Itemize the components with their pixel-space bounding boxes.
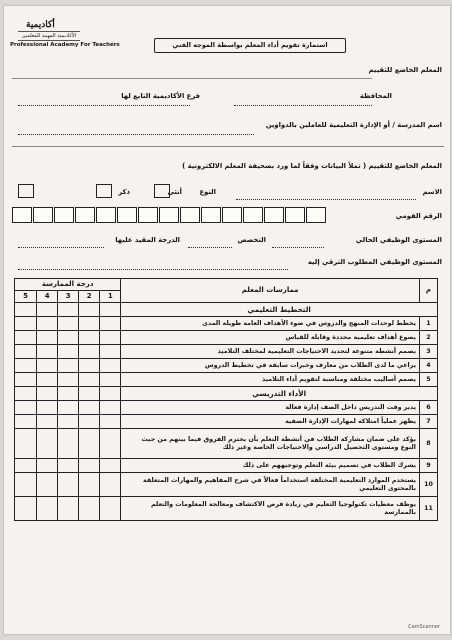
academy-branch-field[interactable] <box>18 104 190 106</box>
national-id-boxes[interactable] <box>12 207 326 223</box>
row-number: 1 <box>419 317 437 331</box>
name-label: الاسم <box>422 188 442 196</box>
row-number: 5 <box>419 373 437 387</box>
row-number: 9 <box>419 459 437 473</box>
table-row <box>15 345 438 359</box>
table-row <box>15 415 438 429</box>
rating-cell[interactable] <box>58 429 79 459</box>
rating-cell[interactable] <box>15 429 37 459</box>
digit-box[interactable] <box>75 207 95 223</box>
male-checkbox[interactable] <box>96 184 112 198</box>
practice-text: يشرك الطلاب في تصميم بيئة التعلم وتوجيههم على ذلك <box>121 459 420 473</box>
table-row <box>15 359 438 373</box>
specialty-field[interactable] <box>188 246 232 248</box>
male-label: ذكر <box>118 188 130 196</box>
rating-cell[interactable] <box>79 359 100 373</box>
practice-text: يؤكد على ضمان مشاركة الطلاب في أنشطة التعلم بأن يحترم الفروق فيما بينهم من حيث النوع ومستوى التحصيل الدراسي والاحتياجات الخاصة وغير ذلك <box>121 429 420 459</box>
rating-cell[interactable] <box>58 359 79 373</box>
digit-box[interactable] <box>159 207 179 223</box>
rating-cell[interactable] <box>58 415 79 429</box>
divider <box>12 78 372 79</box>
degree-field[interactable] <box>18 246 104 248</box>
female-label: أنثى <box>167 188 182 196</box>
rating-cell[interactable] <box>37 429 58 459</box>
rating-cell[interactable] <box>15 345 37 359</box>
rating-cell[interactable] <box>79 459 100 473</box>
table-row <box>15 429 438 459</box>
col-degree-header: درجة الممارسة <box>15 279 121 291</box>
rating-cell[interactable] <box>37 359 58 373</box>
rating-cell[interactable] <box>58 473 79 497</box>
digit-box[interactable] <box>243 207 263 223</box>
rating-cell[interactable] <box>79 415 100 429</box>
rating-cell[interactable] <box>100 473 121 497</box>
rating-cell[interactable] <box>100 359 121 373</box>
digit-box[interactable] <box>33 207 53 223</box>
row-number: 10 <box>419 473 437 497</box>
scanner-watermark: CamScanner <box>408 624 440 630</box>
rating-cell[interactable] <box>100 331 121 345</box>
rating-cell[interactable] <box>37 415 58 429</box>
rating-cell[interactable] <box>79 331 100 345</box>
digit-box[interactable] <box>12 207 32 223</box>
rating-cell[interactable] <box>37 317 58 331</box>
rating-cell[interactable] <box>37 345 58 359</box>
digit-box[interactable] <box>54 207 74 223</box>
national-id-label: الرقم القومي <box>395 212 442 220</box>
rating-cell[interactable] <box>37 401 58 415</box>
extra-checkbox[interactable] <box>18 184 34 198</box>
practice-text: يستخدم الموارد التعليمية المختلفة استخداماً فعالاً في شرح المفاهيم والمهارات المتعلقة بالمحتوى التعليمي <box>121 473 420 497</box>
rating-cell[interactable] <box>37 497 58 521</box>
rating-cell[interactable] <box>15 459 37 473</box>
practice-text: يظهر عملياً امتلاكه لمهارات الإدارة الصفية <box>121 415 420 429</box>
scale-1: 1 <box>100 291 121 303</box>
row-number: 3 <box>419 345 437 359</box>
row-number: 2 <box>419 331 437 345</box>
practice-text: يوظف معطيات تكنولوجيا التعليم في زيادة فرص الاكتشاف ومعالجة المعلومات والتعلم بالممارسة <box>121 497 420 521</box>
practice-text: يراعي ما لدى الطلاب من معارف وخبرات سابقة في تخطيط الدروس <box>121 359 420 373</box>
table-row <box>15 401 438 415</box>
table-row <box>15 497 438 521</box>
rating-cell[interactable] <box>100 345 121 359</box>
school-label: اسم المدرسة / أو الإدارة التعليمية للعاملين بالدواوين <box>265 121 442 129</box>
academy-logo: أكاديمية <box>26 20 55 30</box>
section1-heading: المعلم الخاضع للتقييم <box>368 66 442 74</box>
col-practice-header: ممارسات المعلم <box>121 279 420 303</box>
target-level-field[interactable] <box>18 268 288 270</box>
divider <box>12 146 444 147</box>
rating-cell[interactable] <box>37 331 58 345</box>
row-number: 8 <box>419 429 437 459</box>
practice-text: يصوغ أهداف تعليمية محددة وقابلة للقياس <box>121 331 420 345</box>
rating-cell[interactable] <box>37 473 58 497</box>
rating-cell[interactable] <box>15 473 37 497</box>
rating-cell[interactable] <box>58 459 79 473</box>
section-title-teaching: الأداء التدريسي <box>121 387 438 401</box>
rating-cell[interactable] <box>15 317 37 331</box>
current-level-field[interactable] <box>272 246 324 248</box>
rating-cell[interactable] <box>79 429 100 459</box>
rating-cell[interactable] <box>15 359 37 373</box>
scale-4: 4 <box>37 291 58 303</box>
rating-cell[interactable] <box>100 401 121 415</box>
table-row <box>15 459 438 473</box>
current-level-label: المستوى الوظيفي الحالي <box>355 236 442 244</box>
rating-cell[interactable] <box>15 401 37 415</box>
form-page <box>4 6 450 634</box>
table-row <box>15 331 438 345</box>
rating-cell[interactable] <box>37 459 58 473</box>
rating-cell[interactable] <box>58 317 79 331</box>
rating-cell[interactable] <box>58 331 79 345</box>
academy-logo-arabic-line: الأكاديمية المهنية للمعلمين <box>18 31 80 41</box>
digit-box[interactable] <box>96 207 116 223</box>
digit-box[interactable] <box>306 207 326 223</box>
digit-box[interactable] <box>264 207 284 223</box>
section-title-planning: التخطيط التعليمي <box>121 303 438 317</box>
degree-label: الدرجة المقيد عليها <box>115 236 180 244</box>
table-row <box>15 373 438 387</box>
scale-3: 3 <box>58 291 79 303</box>
digit-box[interactable] <box>138 207 158 223</box>
rating-cell[interactable] <box>79 497 100 521</box>
rating-cell[interactable] <box>15 497 37 521</box>
rating-cell[interactable] <box>100 429 121 459</box>
gender-label: النوع <box>199 188 216 196</box>
rating-cell[interactable] <box>100 373 121 387</box>
scale-2: 2 <box>79 291 100 303</box>
rating-cell[interactable] <box>58 401 79 415</box>
rating-cell[interactable] <box>58 497 79 521</box>
evaluation-table <box>14 278 438 521</box>
row-number: 6 <box>419 401 437 415</box>
rating-cell[interactable] <box>79 401 100 415</box>
governorate-field[interactable] <box>234 104 372 106</box>
rating-cell[interactable] <box>15 331 37 345</box>
target-level-label: المستوى الوظيفي المطلوب الترقي إليه <box>307 258 442 266</box>
col-number-header: م <box>419 279 437 303</box>
rating-cell[interactable] <box>100 459 121 473</box>
practice-text: يصمم أنشطة متنوعة لتحديد الاحتياجات التعليمية لمختلف التلاميذ <box>121 345 420 359</box>
academy-branch-label: فرع الأكاديمية التابع لها <box>121 92 200 100</box>
name-field[interactable] <box>236 198 416 200</box>
rating-cell[interactable] <box>37 373 58 387</box>
row-number: 7 <box>419 415 437 429</box>
section2-heading: المعلم الخاضع للتقييم ( تملأ البيانات وفقاً لما ورد بصحيفة المعلم الالكترونية ) <box>182 162 442 170</box>
practice-text: يخطط لوحدات المنهج والدروس في ضوء الأهداف العامة طويلة المدى <box>121 317 420 331</box>
specialty-label: التخصص <box>237 236 266 244</box>
row-number: 11 <box>419 497 437 521</box>
digit-box[interactable] <box>201 207 221 223</box>
table-row <box>15 317 438 331</box>
school-field[interactable] <box>18 133 254 135</box>
rating-cell[interactable] <box>15 415 37 429</box>
rating-cell[interactable] <box>79 345 100 359</box>
digit-box[interactable] <box>222 207 242 223</box>
rating-cell[interactable] <box>100 497 121 521</box>
table-row <box>15 473 438 497</box>
practice-text: يدير وقت التدريس داخل الصف إدارة فعالة <box>121 401 420 415</box>
rating-cell[interactable] <box>79 473 100 497</box>
row-number: 4 <box>419 359 437 373</box>
practice-text: يصمم أساليب مختلفة ومناسبة لتقويم أداء التلاميذ <box>121 373 420 387</box>
form-title: استمارة تقويم أداء المعلم بواسطة الموجه الفني <box>154 38 346 53</box>
digit-box[interactable] <box>117 207 137 223</box>
digit-box[interactable] <box>285 207 305 223</box>
rating-cell[interactable] <box>100 317 121 331</box>
rating-cell[interactable] <box>58 345 79 359</box>
scale-5: 5 <box>15 291 37 303</box>
academy-logo-english: Professional Academy For Teachers <box>10 42 120 48</box>
rating-cell[interactable] <box>58 373 79 387</box>
rating-cell[interactable] <box>79 373 100 387</box>
governorate-label: المحافظة <box>359 92 392 100</box>
digit-box[interactable] <box>180 207 200 223</box>
rating-cell[interactable] <box>100 415 121 429</box>
rating-cell[interactable] <box>79 317 100 331</box>
rating-cell[interactable] <box>15 373 37 387</box>
